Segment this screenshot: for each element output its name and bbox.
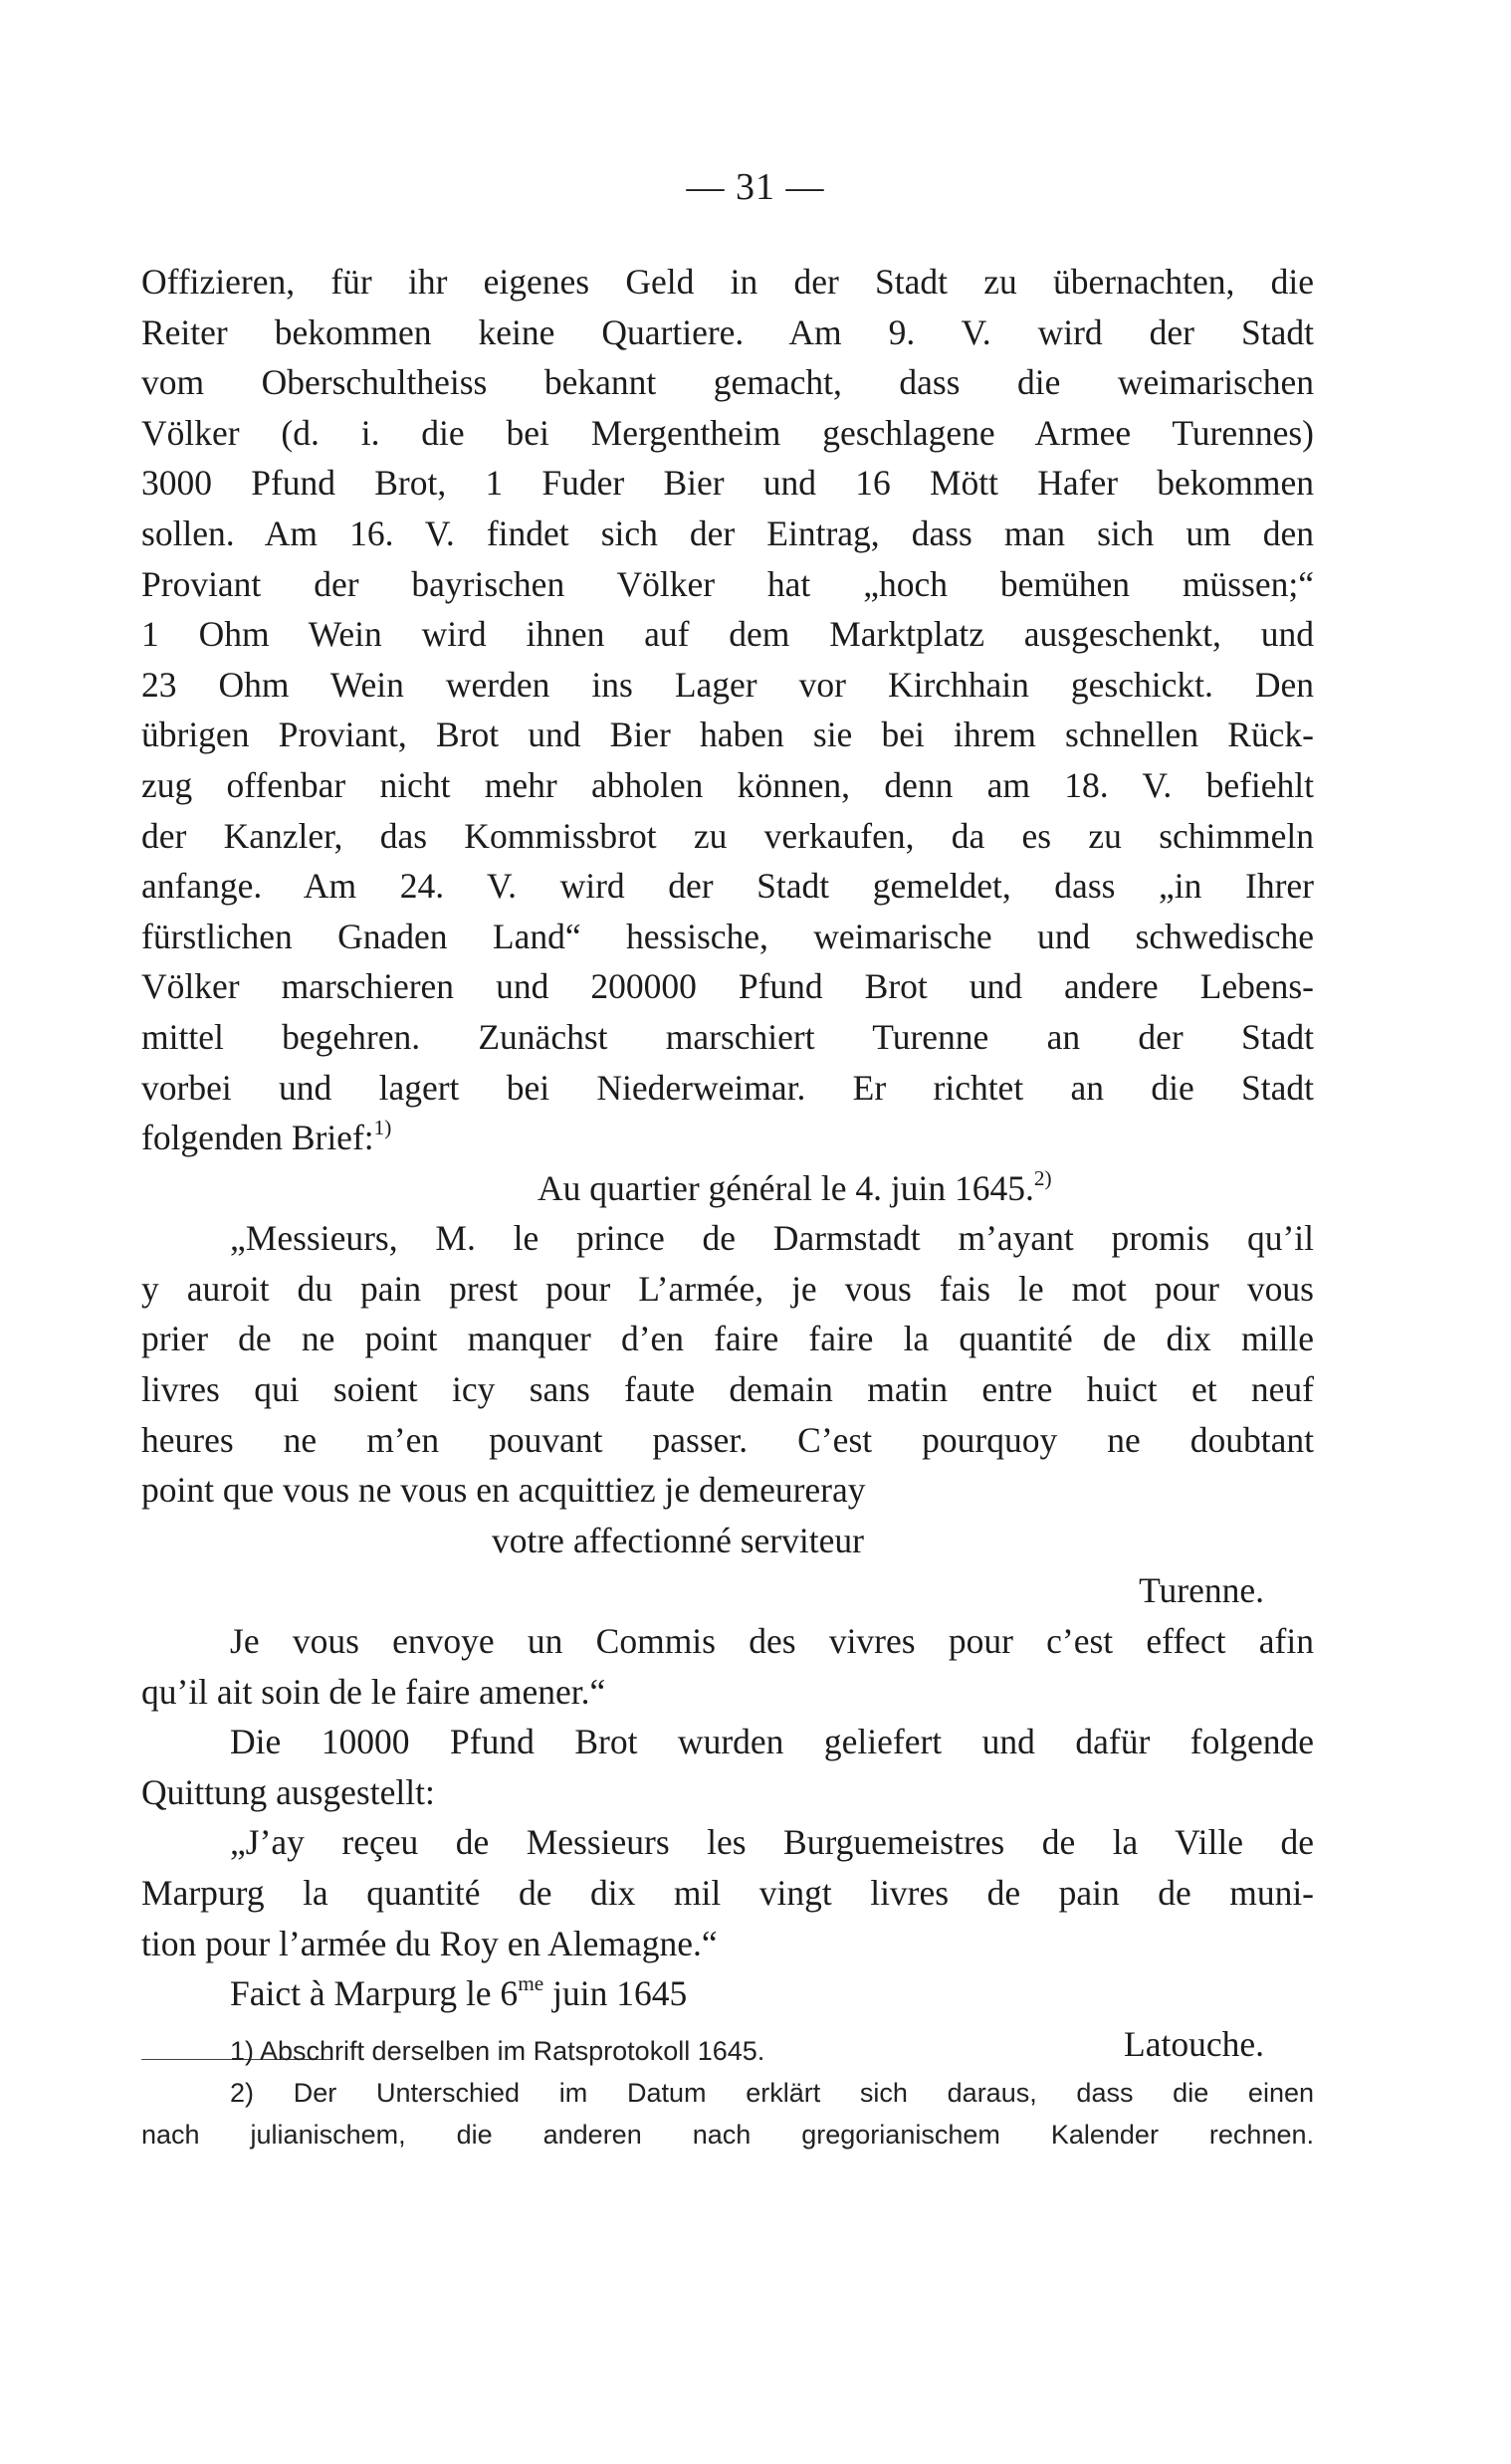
signature-latouche: Latouche. (1124, 2023, 1264, 2064)
text-line: sollen. Am 16. V. findet sich der Eintrag, dass man sich um den (141, 513, 1314, 553)
letter-line: y auroit du pain prest pour L’armée, je vous fais le mot pour vous (141, 1268, 1314, 1309)
footnote-2-continued: nach julianischem, die anderen nach gregorianischem Kalender rechnen. (141, 2120, 1314, 2150)
text-line: Völker (d. i. die bei Mergentheim geschlagene Armee Turennes) (141, 412, 1314, 453)
receipt-date-end: juin 1645 (543, 1973, 688, 2014)
page-number: — 31 — (686, 166, 825, 208)
postscript-line: qu’il ait soin de le faire amener.“ (141, 1671, 606, 1712)
letter-line: livres qui soient icy sans faute demain matin entre huict et neuf (141, 1369, 1314, 1410)
text-line: Proviant der bayrischen Völker hat „hoch bemühen müssen;“ (141, 563, 1314, 604)
text-line: Völker marschieren und 200000 Pfund Brot und andere Lebens- (141, 966, 1314, 1007)
letter-closing: votre affectionné serviteur (492, 1520, 864, 1560)
footnote-2: 2) Der Unterschied im Datum erklärt sich daraus, dass die einen (230, 2078, 1314, 2108)
receipt-date-sup: me (518, 1971, 544, 1996)
signature-turenne: Turenne. (1139, 1570, 1264, 1611)
text-line: vorbei und lagert bei Niederweimar. Er richtet an die Stadt (141, 1067, 1314, 1108)
receipt-intro-line: Quittung ausgestellt: (141, 1771, 435, 1812)
main-text (141, 257, 1314, 2069)
receipt-line: Marpurg la quantité de dix mil vingt livres de pain de muni- (141, 1873, 1314, 1913)
text-line: fürstlichen Gnaden Land“ hessische, weimarische und schwedische (141, 916, 1314, 956)
text-line: 1 Ohm Wein wird ihnen auf dem Marktplatz ausgeschenkt, und (141, 614, 1314, 655)
receipt-line: tion pour l’armée du Roy en Alemagne.“ (141, 1923, 718, 1963)
text-line: vom Oberschultheiss bekannt gemacht, dass die weimarischen (141, 362, 1314, 403)
footnote-ref-1: 1) (373, 1116, 392, 1140)
text-line: übrigen Proviant, Brot und Bier haben sie bei ihrem schnellen Rück- (141, 715, 1314, 755)
postscript-line: Je vous envoye un Commis des vivres pour c’est effect afin (230, 1621, 1314, 1662)
receipt-date-start: Faict à Marpurg le 6 (230, 1973, 519, 2014)
text-line: Offizieren, für ihr eigenes Geld in der Stadt zu übernachten, die (141, 262, 1314, 302)
letter-line: „Messieurs, M. le prince de Darmstadt m’ayant promis qu’il (230, 1218, 1314, 1259)
letter-line: prier de ne point manquer d’en faire faire la quantité de dix mille (141, 1319, 1314, 1359)
receipt-line: „J’ay reçeu de Messieurs les Burguemeistres de la Ville de (230, 1822, 1314, 1863)
letter-line: point que vous ne vous en acquittiez je demeureray (141, 1470, 866, 1511)
footnote-1: 1) Abschrift derselben im Ratsprotokoll 1645. (230, 2036, 765, 2066)
footnote-ref-2: 2) (1033, 1165, 1052, 1190)
text-line: 23 Ohm Wein werden ins Lager vor Kirchhain geschickt. Den (141, 664, 1314, 705)
receipt-intro-line: Die 10000 Pfund Brot wurden geliefert und dafür folgende (230, 1722, 1314, 1762)
text-line: zug offenbar nicht mehr abholen können, denn am 18. V. befiehlt (141, 764, 1314, 805)
letter-date-line (141, 1163, 1314, 1214)
receipt-date-line (141, 1968, 1314, 2019)
brief-intro-line (141, 1113, 1314, 1163)
text-line: 3000 Pfund Brot, 1 Fuder Bier und 16 Mött Hafer bekommen (141, 463, 1314, 504)
text-line: anfange. Am 24. V. wird der Stadt gemeldet, dass „in Ihrer (141, 866, 1314, 907)
footnotes (141, 2030, 1314, 2156)
letter-line: heures ne m’en pouvant passer. C’est pourquoy ne doubtant (141, 1419, 1314, 1460)
brief-intro: folgenden Brief: (141, 1118, 374, 1158)
letter-date: Au quartier général le 4. juin 1645. (538, 1167, 1034, 1208)
text-line: mittel begehren. Zunächst marschiert Turenne an der Stadt (141, 1016, 1314, 1057)
text-line: der Kanzler, das Kommissbrot zu verkaufen, da es zu schimmeln (141, 815, 1314, 856)
text-line: Reiter bekommen keine Quartiere. Am 9. V. wird der Stadt (141, 311, 1314, 352)
